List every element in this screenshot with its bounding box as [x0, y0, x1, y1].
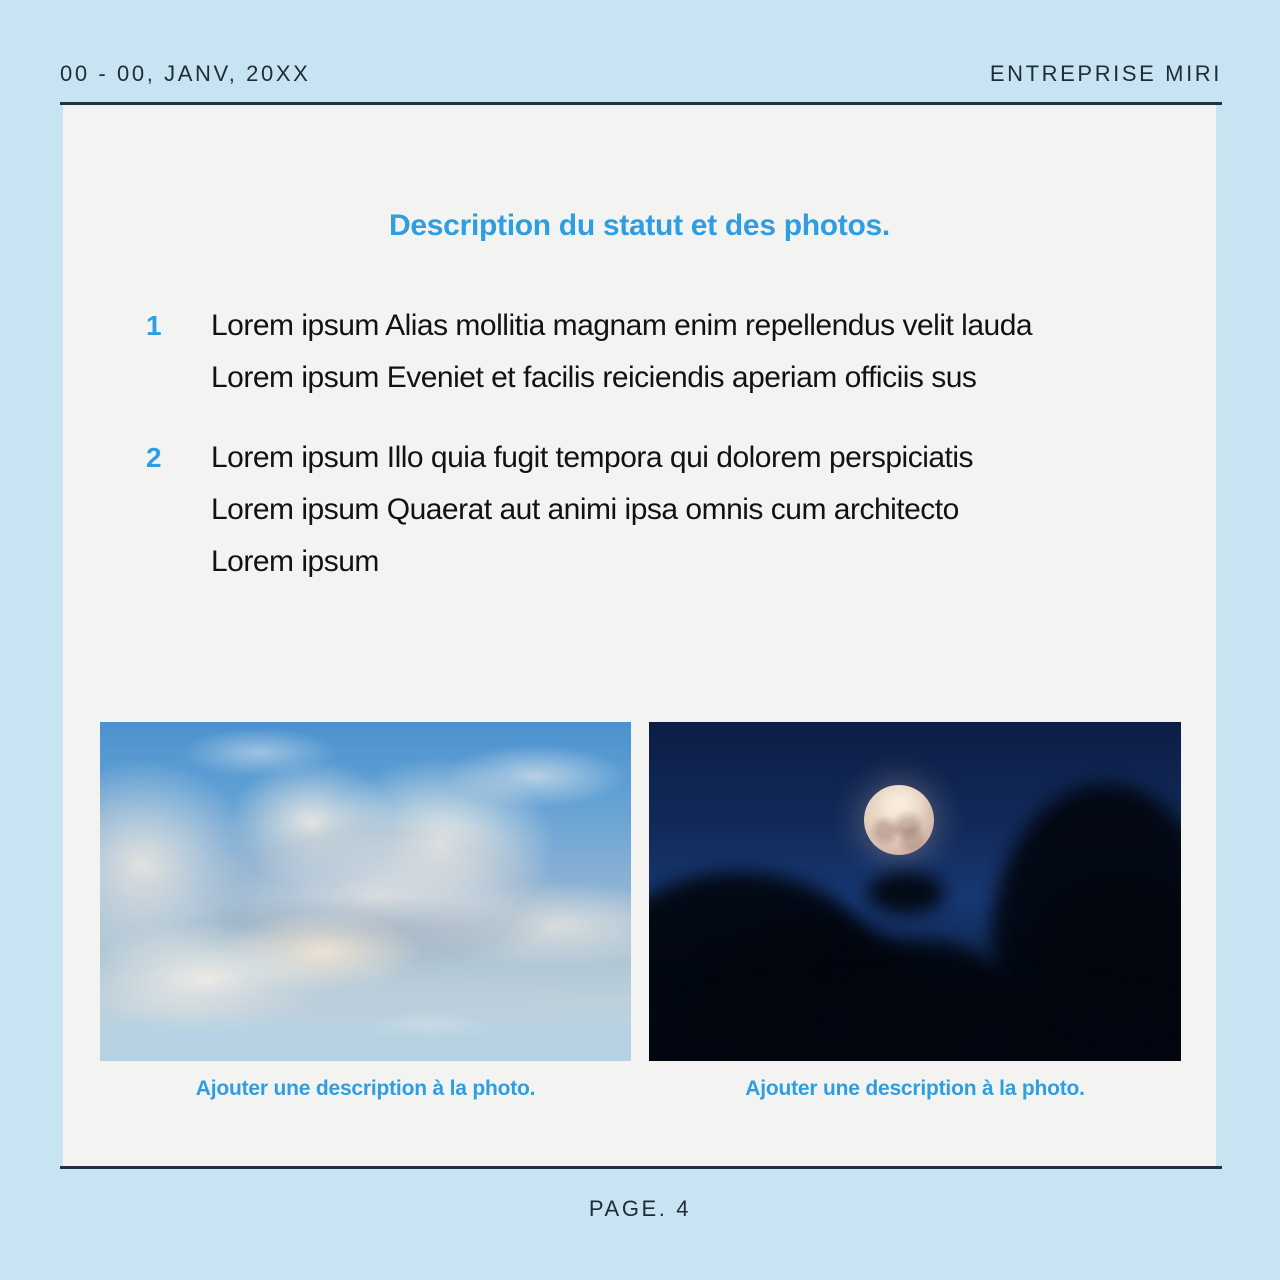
photo-caption-placeholder[interactable]: Ajouter une description à la photo.: [195, 1077, 536, 1100]
clouds-sky-illustration: [100, 722, 631, 1061]
photo-caption-placeholder[interactable]: Ajouter une description à la photo.: [745, 1077, 1085, 1100]
daytime-clouds-photo[interactable]: [100, 722, 631, 1061]
full-moon-night-photo[interactable]: [649, 722, 1181, 1061]
header-date-range: 00 - 00, JANV, 20XX: [60, 61, 311, 86]
page-number-label: PAGE. 4: [588, 1196, 692, 1221]
section-title: Description du statut et des photos.: [389, 209, 890, 242]
list-item-line: Lorem ipsum: [211, 545, 379, 578]
list-item-line: Lorem ipsum Quaerat aut animi ipsa omnis cum architecto: [211, 493, 959, 526]
tree-silhouette: [867, 872, 945, 914]
list-item-text: [211, 432, 1171, 588]
content-card: [63, 105, 1216, 1166]
night-sky-illustration: [649, 722, 1181, 1061]
list-item-line: Lorem ipsum Alias mollitia magnam enim repellendus velit lauda: [211, 309, 1033, 342]
footer-divider-line: [60, 1166, 1222, 1169]
moon-icon: [864, 785, 934, 855]
list-item-number: 2: [146, 442, 162, 473]
list-item-text: [211, 300, 1171, 404]
header-company-name: ENTREPRISE MIRI: [989, 61, 1222, 86]
list-item-line: Lorem ipsum Eveniet et facilis reiciendis aperiam officiis sus: [211, 361, 977, 394]
list-item-line: Lorem ipsum Illo quia fugit tempora qui dolorem perspiciatis: [211, 441, 974, 474]
list-item-number: 1: [146, 310, 162, 341]
